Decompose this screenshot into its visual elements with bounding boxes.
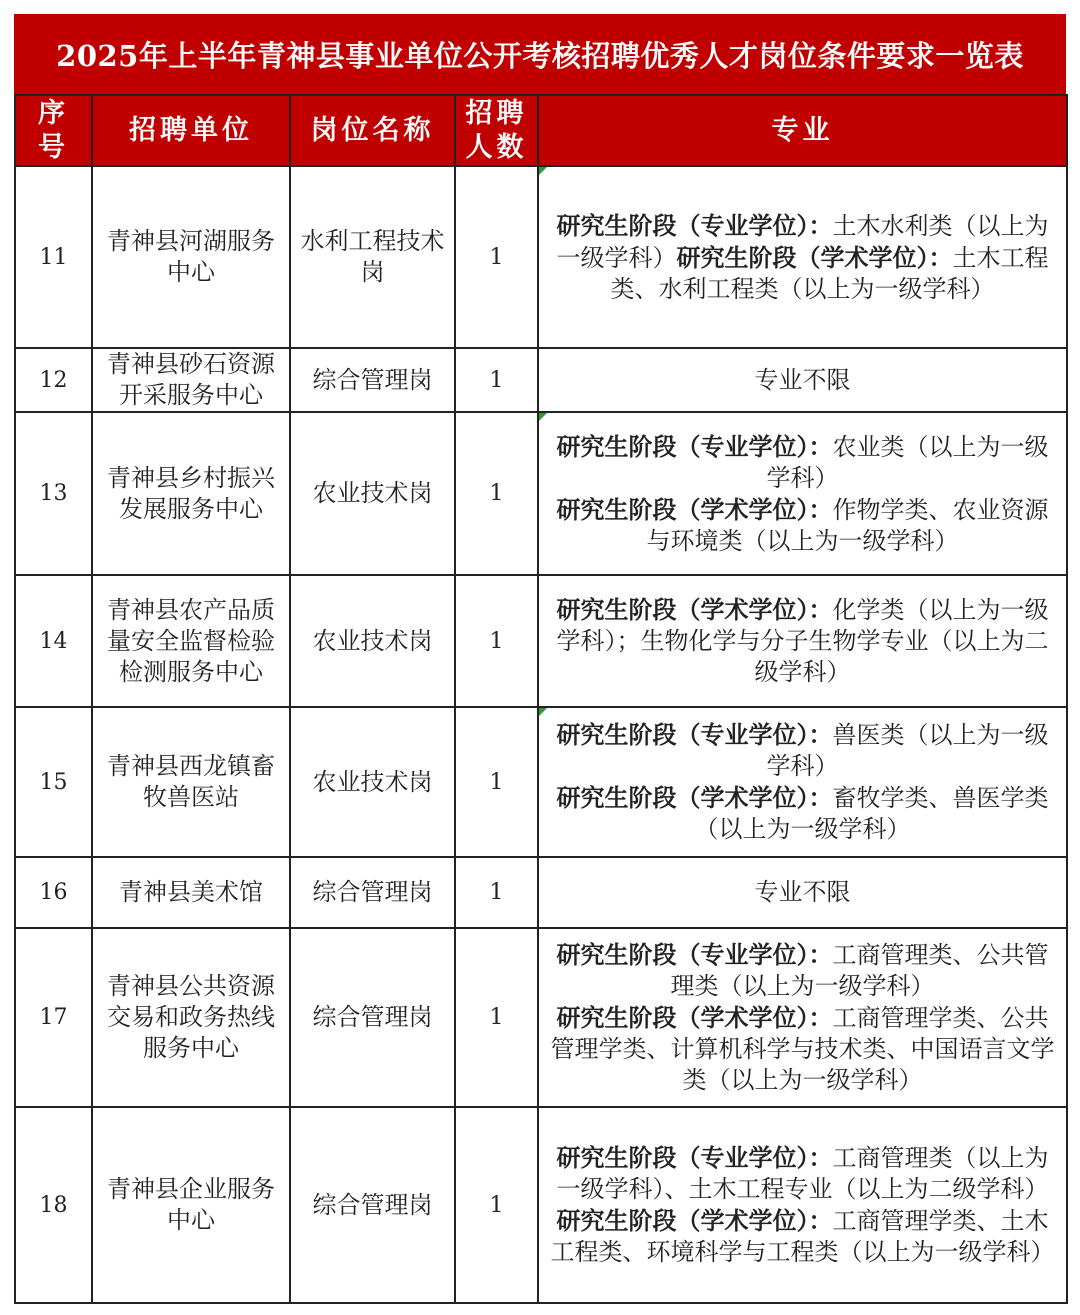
header-count [455,95,538,166]
header-unit: 招聘单位 [92,95,290,166]
major-text: 畜牧学类、兽医学类（以上为一级学科） [694,784,1049,843]
row-position: 农业技术岗 [290,412,455,575]
row-position: 综合管理岗 [290,1107,455,1303]
table-row [15,575,1067,707]
major-text: 作物学类、农业资源与环境类（以上为一级学科） [646,495,1049,555]
row-unit: 青神县公共资源交易和政务热线服务中心 [92,928,290,1107]
row-count: 1 [455,1107,538,1303]
major-label: 研究生阶段（学术学位）： [556,1003,833,1032]
row-position: 综合管理岗 [290,928,455,1107]
row-no: 15 [15,707,92,857]
table-row [15,166,1067,348]
major-text: 工商管理学类、土木工程类、环境科学与工程类（以上为一级学科） [550,1207,1055,1266]
header-count-line1: 招聘 [465,97,528,129]
row-no: 18 [15,1107,92,1303]
row-unit: 青神县砂石资源开采服务中心 [92,348,290,412]
major-text: 工商管理类、公共管理类（以上为一级学科） [670,941,1049,1000]
header-count-line2: 人数 [465,131,528,163]
table-row [15,928,1067,1107]
major-text: 工商管理类（以上为一级学科）、土木工程专业（以上为二级学科） [556,1144,1049,1203]
row-position: 农业技术岗 [290,575,455,707]
table-row [15,412,1067,575]
major-text: 化学类（以上为一级学科）；生物化学与分子生物学专业（以上为二级学科） [556,596,1049,686]
row-unit: 青神县企业服务中心 [92,1107,290,1303]
row-count: 1 [455,348,538,412]
row-count: 1 [455,928,538,1107]
table-row [15,857,1067,928]
row-no: 14 [15,575,92,707]
major-label: 研究生阶段（学术学位）： [676,242,953,272]
row-major: 专业不限 [538,348,1067,412]
major-label: 研究生阶段（专业学位）： [556,940,833,969]
header-no: 序号 [15,95,92,166]
row-count: 1 [455,412,538,575]
cell-comment-marker [539,413,547,421]
row-count: 1 [455,707,538,857]
positions-table [14,94,1068,1304]
major-label: 研究生阶段（专业学位）： [556,431,833,461]
major-text: 农业类（以上为一级学科） [766,432,1049,492]
row-no: 12 [15,348,92,412]
row-unit: 青神县河湖服务中心 [92,166,290,348]
row-no: 11 [15,166,92,348]
cell-comment-marker [539,167,547,175]
major-text: 兽医类（以上为一级学科） [766,721,1049,780]
row-position: 综合管理岗 [290,857,455,928]
row-no: 16 [15,857,92,928]
row-position: 农业技术岗 [290,707,455,857]
major-label: 研究生阶段（专业学位）： [556,210,833,240]
row-position: 水利工程技术岗 [290,166,455,348]
row-major [538,166,1067,348]
major-label: 研究生阶段（学术学位）： [556,1206,833,1235]
page-title: 2025年上半年青神县事业单位公开考核招聘优秀人才岗位条件要求一览表 [14,14,1066,94]
row-count: 1 [455,575,538,707]
header-row [15,95,1067,166]
header-position: 岗位名称 [290,95,455,166]
table-row [15,1107,1067,1303]
table-row [15,348,1067,412]
row-position: 综合管理岗 [290,348,455,412]
row-major: 专业不限 [538,857,1067,928]
row-unit: 青神县美术馆 [92,857,290,928]
major-label: 研究生阶段（专业学位）： [556,1143,833,1172]
row-unit: 青神县农产品质量安全监督检验检测服务中心 [92,575,290,707]
row-major [538,928,1067,1107]
header-major: 专业 [538,95,1067,166]
major-label: 研究生阶段（学术学位）： [556,783,833,812]
row-unit: 青神县乡村振兴发展服务中心 [92,412,290,575]
major-label: 研究生阶段（学术学位）： [556,494,833,524]
table-row [15,707,1067,857]
major-text: 工商管理学类、公共管理学类、计算机科学与技术类、中国语言文学类（以上为一级学科） [550,1004,1055,1094]
cell-comment-marker [539,708,547,716]
row-unit: 青神县西龙镇畜牧兽医站 [92,707,290,857]
major-text: 土木水利类（以上为一级学科） [556,211,1049,272]
row-count: 1 [455,166,538,348]
major-label: 研究生阶段（学术学位）： [556,595,833,624]
row-major [538,412,1067,575]
row-major [538,1107,1067,1303]
row-no: 13 [15,412,92,575]
row-count: 1 [455,857,538,928]
major-label: 研究生阶段（专业学位）： [556,720,833,749]
row-no: 17 [15,928,92,1107]
major-text: 土木工程类、水利工程类（以上为一级学科） [610,243,1049,303]
row-major [538,707,1067,857]
row-major [538,575,1067,707]
